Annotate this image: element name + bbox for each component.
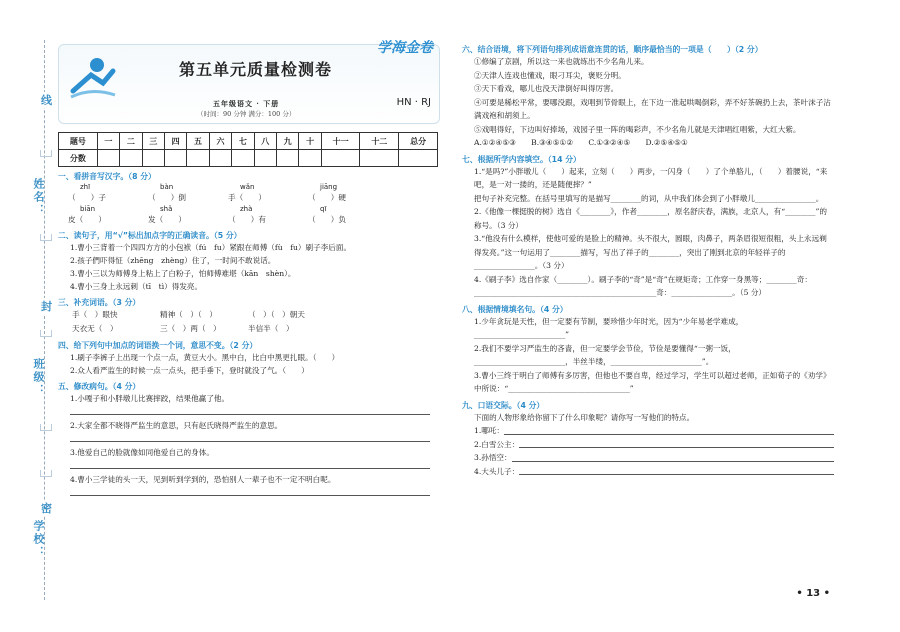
score-input-cell[interactable] [254, 150, 276, 167]
score-table-header-cell: 十 [299, 133, 321, 150]
score-table-header-cell: 二 [120, 133, 142, 150]
sentence-line: ②天津人连戏也懂戏，眼刁耳尖，褒贬分明。 [474, 70, 626, 80]
sentence-line: ⑤戏唱得好，下边叫好捧场，戏园子里一阵的喝彩声，不少名角儿就是天津唱红唱紫，大红大紫。 [474, 124, 801, 134]
answer-line[interactable] [504, 424, 834, 435]
idiom-blank: 半信半（ ） [248, 324, 294, 333]
question-line: 3.“他没有什么模样，使他可爱的是脸上的精神。头不很大，圆眼，肉鼻子，两条眉很短很粗，头上永远剃得发亮。”这一句运用了________描写，写出了祥子的________，突出了刚到北京的年轻祥子的________________。（3 分） [474, 234, 827, 270]
pinyin: biān [80, 205, 96, 213]
edition-label: HN · RJ [396, 97, 431, 108]
sentence-line: ③天下看戏，哪儿也没天津倒好叫得厉害。 [474, 84, 619, 93]
char-blank: 发（ ） [148, 215, 186, 224]
pinyin: qī [320, 205, 327, 213]
question-line: 4.曹小三学徒的头一天，见到听到学到的，恐怕别人一辈子也不一定不明白呢。 [70, 475, 336, 484]
character-item [462, 451, 834, 465]
score-input-cell[interactable] [97, 150, 119, 167]
pinyin: zhī [80, 183, 91, 191]
sentence-line: ①修编了京剧，所以这一来也就练出不少名角儿来。 [474, 57, 649, 66]
score-table-header-cell: 十一 [321, 133, 360, 150]
char-blank: （ ）硬 [308, 193, 346, 202]
question-line: 2.我们不要学习严监生的吝啬，但一定要学会节俭，节俭是要懂得“一粥一饭，________________________，半丝半缕，________________________”。 [474, 343, 736, 366]
score-table-header-cell: 七 [232, 133, 254, 150]
binding-strip [0, 0, 56, 632]
binding-word-secret: 密 [41, 502, 52, 515]
question-line: 3.他爱自己的脸就像如同他爱自己的身体。 [70, 448, 214, 457]
question-line: 1.小嘎子和小胖墩儿比赛摔跤，结果他赢了他。 [70, 394, 230, 403]
section-2-heading: 二、读句子，用“√”标出加点字的正确读音。（5 分） [58, 231, 242, 240]
sentence-line: ④可要是稀松平常，要哪没跟，戏唱到节骨眼上，在下边一准起哄喝倒彩，弄不好茶碗扔上去，茶叶沫子沾满戏袍和胡须上。 [474, 97, 831, 120]
answer-line[interactable] [70, 459, 430, 469]
score-input-cell[interactable] [360, 150, 399, 167]
score-table-header-cell: 四 [164, 133, 186, 150]
section-7-heading: 七、根据所学内容填空。（14 分） [462, 154, 581, 164]
char-row [58, 214, 438, 226]
score-table-header-cell: 五 [187, 133, 209, 150]
idiom-blank: （ ）（ ）朝天 [248, 310, 305, 319]
score-input-cell[interactable] [120, 150, 142, 167]
char-blank: （ ）负 [308, 215, 346, 224]
char-blank: 皮（ ） [68, 215, 106, 224]
character-list [462, 424, 834, 478]
question-line: 3.曹小三终于明白了师傅有多厉害，但他也不要自卑，经过学习，学生可以超过老师，正如荀子的《劝学》中所说：“________________________________” [474, 370, 831, 393]
crown-icon [40, 470, 52, 477]
pinyin-row [58, 204, 438, 214]
school-label: 学校： [32, 520, 45, 559]
score-table-header-cell: 八 [254, 133, 276, 150]
pinyin: shǎ [160, 205, 173, 213]
question-line: 4.曹小三身上永远刺（tī tì）得发亮。 [70, 282, 203, 291]
score-input-cell[interactable] [299, 150, 321, 167]
character-name: 4.大头儿子： [474, 466, 520, 476]
score-table-header-cell: 一 [97, 133, 119, 150]
question-line: 1.“是吗?”小胖墩儿（ ）起来，立刻（ ）两步，一闪身（ ）了个单胳儿，（ ）着腰说，“来吧，是一对一搂的，还是随便摔？” [474, 166, 828, 189]
character-item [462, 465, 834, 479]
question-line: 3.曹小三以为师傅身上粘上了白粉子，怕师傅难堪（kān shèn）。 [70, 269, 296, 278]
pinyin: jiāng [320, 183, 338, 191]
exam-header [58, 40, 440, 124]
answer-line[interactable] [70, 405, 430, 415]
score-table-header-cell: 三 [142, 133, 164, 150]
runner-logo-icon [67, 51, 117, 101]
character-item [462, 438, 834, 452]
question-line: 1.曹小三背着一个四四方方的小包袱（fú fu）紧跟在师傅（fù fu）刷子李后面。 [70, 243, 352, 252]
time-score-info: （时间：90 分钟 满分：100 分） [197, 110, 296, 118]
section-6-heading: 六、结合语境，将下列语句排列成语意连贯的话，顺序最恰当的一项是（ ）（2 分） [462, 45, 763, 54]
char-blank: （ ）子 [68, 193, 106, 202]
score-input-cell[interactable] [142, 150, 164, 167]
score-input-cell[interactable] [232, 150, 254, 167]
name-label: 姓名： [32, 178, 45, 217]
score-table-header-cell: 总分 [399, 133, 438, 150]
exam-title: 第五单元质量检测卷 [179, 60, 333, 79]
character-name: 1.哪吒： [474, 426, 505, 435]
crown-icon [40, 150, 52, 157]
answer-line[interactable] [70, 432, 430, 442]
score-input-cell[interactable] [276, 150, 298, 167]
question-line: 1.少年贪玩是天性，但一定要有节制，要珍惜少年时光，因为“少年易老学难成，________________________” [474, 316, 744, 339]
section-5-heading: 五、修改病句。（4 分） [58, 382, 141, 391]
section-8-heading: 八、根据情境填名句。（4 分） [462, 304, 568, 314]
instruction-line: 下面的人物形象给你留下了什么印象呢？请你写一写他们的特点。 [474, 412, 695, 422]
class-label: 班级： [32, 358, 45, 397]
crown-icon [40, 234, 52, 241]
score-input-cell[interactable] [209, 150, 231, 167]
question-line: 1.刷子李裤子上出现一个点一点，黄豆大小。黑中白，比白中黑更扎眼。（ ） [70, 353, 340, 362]
crown-icon [40, 424, 52, 431]
score-input-cell[interactable] [399, 150, 438, 167]
answer-line[interactable] [70, 486, 430, 496]
binding-word-seal: 封 [41, 300, 52, 313]
binding-word-line: 线 [41, 94, 52, 107]
right-column [462, 44, 834, 478]
pinyin: zhà [240, 205, 253, 213]
idiom-blank: 天衣无（ ） [72, 324, 118, 333]
score-input-cell[interactable] [321, 150, 360, 167]
left-column [58, 40, 438, 500]
question-line: 2.众人看严监生的时候一点一点头，把手垂下，登时就没了气。（ ） [70, 366, 309, 375]
section-9-heading: 九、口语交际。（4 分） [462, 400, 545, 410]
character-item [462, 424, 834, 438]
page-number: • 13 • [796, 588, 830, 599]
idiom-blank: 三（ ）两（ ） [160, 324, 221, 333]
grade-subtitle: 五年级语文 · 下册 [213, 99, 280, 108]
score-value-row [59, 150, 438, 167]
char-blank: （ ）有 [228, 215, 266, 224]
answer-options: A.①②④⑤③ B.③④⑤①② C.①③②④⑤ D.②⑤④⑤① [474, 138, 688, 147]
char-blank: 手（ ） [228, 193, 266, 202]
answer-line[interactable] [512, 451, 834, 462]
brand-logo: 学海金卷 [377, 40, 433, 56]
pinyin: bàn [160, 183, 174, 191]
idiom-blank: 精神（ ）（ ） [160, 310, 217, 319]
section-4-heading: 四、给下列句中加点的词语换一个词，意思不变。（2 分） [58, 341, 258, 350]
pinyin-row [58, 182, 438, 192]
score-table-header-cell: 题号 [59, 133, 98, 150]
section-3-heading: 三、补充词语。（3 分） [58, 298, 141, 307]
score-table-header-cell: 九 [276, 133, 298, 150]
question-line: 把句子补充完整。在括号里填写的是描写________的词，从中我们体会到了小胖墩儿________________。 [474, 193, 824, 203]
idiom-row [58, 308, 438, 322]
score-header-row [59, 133, 438, 150]
question-line: 2.《他像一棵挺脱的树》选自《________》，作者________，原名舒庆春，满族，北京人，有“________”的称号。（3 分） [474, 207, 827, 230]
score-table [58, 132, 438, 167]
score-row-label: 分数 [59, 150, 98, 167]
question-line: 4.《刷子李》选自作家（________）。刷子李的“奇”是“奇”在规矩奇；工作穿一身黑等；________奇：________________________________________________奇：________________。（5 分） [474, 274, 812, 297]
section-1-heading: 一、看拼音写汉字。（8 分） [58, 172, 156, 181]
character-name: 2.白雪公主： [474, 439, 520, 449]
score-input-cell[interactable] [164, 150, 186, 167]
char-row [58, 192, 438, 204]
idiom-row [58, 322, 438, 336]
answer-line[interactable] [519, 465, 834, 476]
score-input-cell[interactable] [187, 150, 209, 167]
score-table-header-cell: 六 [209, 133, 231, 150]
question-line: 2.大家全都不晓得严监生的意思，只有赵氏晓得严监生的意思。 [70, 421, 283, 430]
cut-line [44, 40, 45, 600]
question-line: 2.孩子們吓得怔（zhēng zhèng）住了，一时间不敢说话。 [70, 256, 276, 265]
answer-line[interactable] [519, 438, 834, 449]
crown-icon [40, 330, 52, 337]
character-name: 3.孙悟空： [474, 453, 512, 462]
idiom-blank: 手（ ）眼快 [72, 310, 118, 319]
pinyin: wǎn [240, 183, 255, 191]
score-table-header-cell: 十二 [360, 133, 399, 150]
char-blank: （ ）倒 [148, 193, 186, 202]
